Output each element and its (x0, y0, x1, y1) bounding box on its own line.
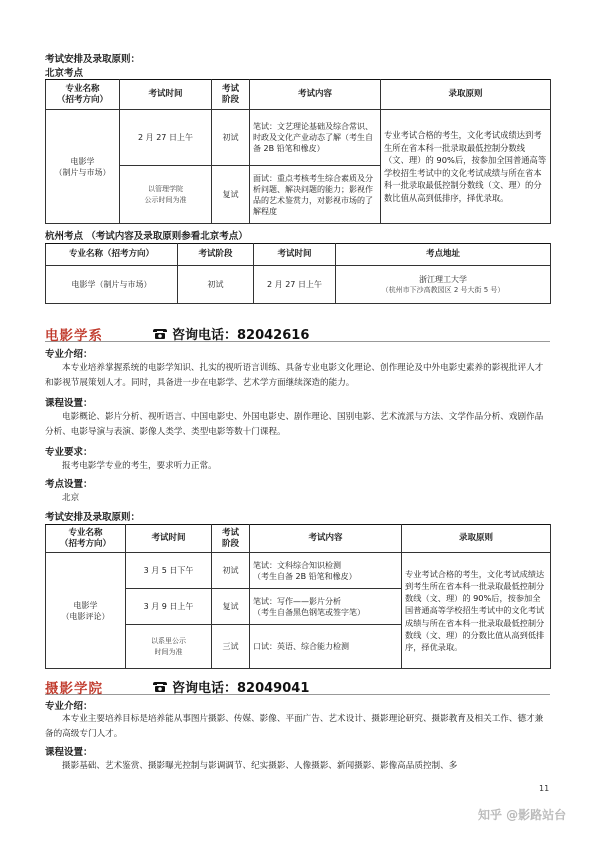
table-row (46, 266, 551, 304)
beijing-site-heading: 北京考点 (45, 68, 84, 79)
col-header-content: 考试内容 (250, 525, 402, 553)
major-name-cell: 电影学 （制片与市场） (46, 110, 120, 224)
photo-department-title: 摄影学院 (45, 681, 103, 697)
col-header-major: 专业名称 （招考方向） (46, 525, 126, 553)
admission-cell: 专业考试合格的考生，文化考试成绩达到考生所在省本科一批录取最低控制分数线（文、理）的 90%后，按参加全国普通高等学校招生考试中的文化考试成绩与所在省本科一批录取最低控制分数线（文、理）的分数比值从高到低排序，择优录取。 (402, 553, 551, 669)
film-department-phone (152, 324, 309, 343)
table-row (46, 553, 551, 589)
col-header-address: 考点地址 (336, 244, 551, 266)
content-cell: 笔试：写作——影片分析 （考生自备黑色钢笔或签字笔） (250, 589, 402, 625)
photo-courses-heading: 课程设置： (45, 747, 93, 758)
film-courses-text: 电影概论、影片分析、视听语言、中国电影史、外国电影史、剧作理论、国别电影、艺术流派与方法、文学作品分析、戏剧作品分析、电影导演与表演、影像人类学、类型电影等数十门课程。 (45, 412, 544, 437)
photo-intro-text: 本专业主要培养目标是培养能从事图片摄影、传媒、影像、平面广告、艺术设计、摄影理论研究、摄影教育及相关工作、德才兼备的高级专门人才。 (45, 714, 544, 739)
hangzhou-site-heading: 杭州考点 （考试内容及录取原则参看北京考点） (45, 231, 248, 242)
col-header-stage: 考试 阶段 (212, 80, 250, 110)
watermark: 知乎 @影路站台 (478, 808, 567, 822)
time-cell: 2 月 27 日上午 (120, 110, 212, 166)
col-header-major: 专业名称 （招考方向） (46, 80, 120, 110)
film-exam-heading: 考试安排及录取原则： (45, 512, 141, 523)
photo-department-phone (152, 677, 309, 696)
time-cell: 以管理学院 公示时间为准 (120, 166, 212, 224)
phone-text: 咨询电话：82042616 (172, 328, 310, 343)
time-cell: 3 月 5 日下午 (126, 553, 212, 589)
phone-icon (152, 681, 168, 693)
film-courses-heading: 课程设置： (45, 398, 93, 409)
stage-cell: 复试 (212, 166, 250, 224)
time-cell: 以系里公示 时间为准 (126, 625, 212, 669)
exam-arrangement-heading: 考试安排及录取原则： (45, 54, 141, 65)
content-cell: 面试：重点考核考生综合素质及分析问题、解决问题的能力；影视作品的艺术鉴赏力，对影视市场的了解程度 (250, 166, 381, 224)
photo-courses-text: 摄影基础、艺术鉴赏、摄影曝光控制与影调调节、纪实摄影、人像摄影、新闻摄影、影像高品质控制、多 (62, 761, 458, 771)
time-cell: 3 月 9 日上午 (126, 589, 212, 625)
phone-text: 咨询电话：82049041 (172, 681, 310, 696)
stage-cell: 三试 (212, 625, 250, 669)
major-name-cell: 电影学 （电影评论） (46, 553, 126, 669)
hangzhou-exam-table (45, 243, 551, 304)
stage-cell: 初试 (178, 266, 254, 304)
film-intro-heading: 专业介绍： (45, 349, 93, 360)
col-header-stage: 考试 阶段 (212, 525, 250, 553)
col-header-time: 考试时间 (120, 80, 212, 110)
phone-icon (152, 328, 168, 340)
film-department-title: 电影学系 (45, 328, 103, 344)
col-header-major: 专业名称（招考方向） (46, 244, 178, 266)
time-cell: 2 月 27 日上午 (254, 266, 336, 304)
film-requirements-text: 报考电影学专业的考生，要求听力正常。 (62, 461, 217, 471)
col-header-admission: 录取原则 (402, 525, 551, 553)
col-header-time: 考试时间 (254, 244, 336, 266)
film-intro-text: 本专业培养掌握系统的电影学知识、扎实的视听语言训练、具备专业电影文化理论、创作理论及中外电影史素养的影视批评人才和影视节展策划人才。同时，具备进一步在电影学、艺术学方面继续深造的能力。 (45, 363, 544, 388)
beijing-exam-table (45, 79, 551, 224)
address-name: 浙江理工大学 (419, 274, 467, 284)
address-detail: （杭州市下沙高教园区 2 号大街 5 号） (381, 285, 505, 294)
admission-cell: 专业考试合格的考生，文化考试成绩达到考生所在省本科一批录取最低控制分数线（文、理）的 90%后，按参加全国普通高等学校招生考试中的文化考试成绩与所在省本科一批录取最低控制分数线（文、理）的分数比值从高到低排序，择优录取。 (381, 110, 551, 224)
col-header-stage: 考试阶段 (178, 244, 254, 266)
stage-cell: 初试 (212, 110, 250, 166)
photo-intro-heading: 专业介绍： (45, 701, 93, 712)
major-name-cell: 电影学（制片与市场） (46, 266, 178, 304)
content-cell: 口试：英语、综合能力检测 (250, 625, 402, 669)
film-requirements-heading: 专业要求： (45, 447, 93, 458)
col-header-admission: 录取原则 (381, 80, 551, 110)
film-site-heading: 考点设置： (45, 479, 93, 490)
stage-cell: 初试 (212, 553, 250, 589)
address-cell (336, 266, 551, 304)
col-header-content: 考试内容 (250, 80, 381, 110)
table-row (46, 110, 551, 166)
film-review-exam-table (45, 524, 551, 669)
content-cell: 笔试：文艺理论基础及综合常识、时政及文化产业动态了解（考生自备 2B 铅笔和橡皮） (250, 110, 381, 166)
stage-cell: 复试 (212, 589, 250, 625)
content-cell: 笔试：文科综合知识检测 （考生自备 2B 铅笔和橡皮） (250, 553, 402, 589)
col-header-time: 考试时间 (126, 525, 212, 553)
page-number: 11 (539, 784, 550, 793)
film-site-text: 北京 (62, 493, 80, 503)
